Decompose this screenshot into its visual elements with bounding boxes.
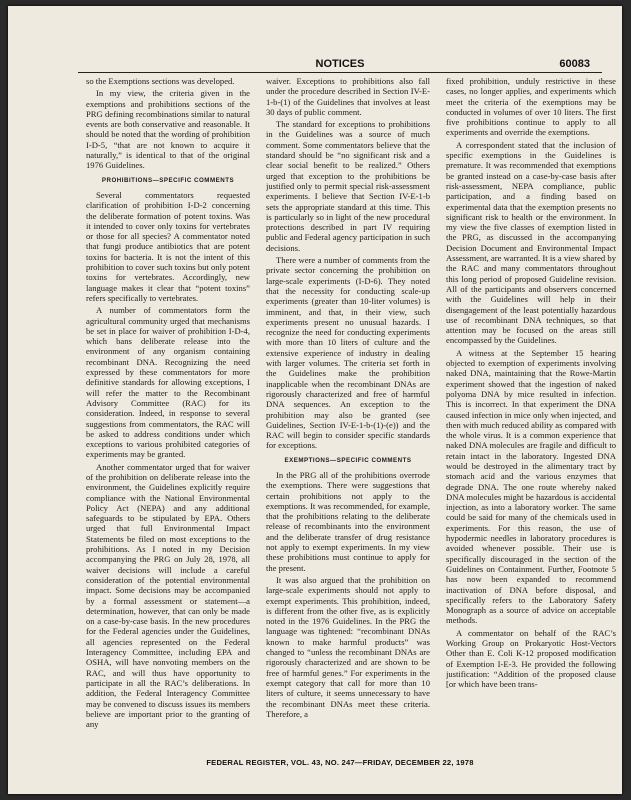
text-column-3 [446, 76, 616, 756]
paragraph: A witness at the September 15 hearing objected to exemption of experiments involving naked DNA, maintaining that the Rowe-Martin experiment showed that the ingestion of naked polyoma DNA by mice resulted in infection. This is incorrect. In that experiment the DNA caused infection in mice only when injected, and then with much reduced ability as compared with the whole virus. It is a common experience that naked DNA molecules are fragile and difficult to retain intact in the laboratory. Ingested DNA would be destroyed in the alimentary tract by stomach acid and the various enzymes that degrade DNA. The one route whereby naked DNA molecules might be hazardous is accidental injection, as into a laboratory worker. The same could be said for many of the chemicals used in experiments. For this reason, the use of hypodermic needles in laboratory procedures is avoided whenever possible. Their use is specifically discouraged in the section of the Guidelines on Containment. Further, Footnote 5 has now been expanded to recommend inactivation of DNA before disposal, and specifically refers to the Laboratory Safety Monograph as a source of advice on acceptable methods. [446, 347, 616, 626]
paragraph: waiver. Exceptions to prohibitions also fall under the procedure described in Section IV-E-1-b-(1) of the Guidelines that involves at least 30 days of public comment. [266, 76, 430, 117]
paragraph: In the PRG all of the prohibitions overrode the exemptions. There were suggestions that certain prohibitions not apply to the exemptions. It was recommended, for example, that the prohibitions relating to the deliberate release of recombinants into the environment and the deliberate transfer of drug resistance not apply to exempt experiments. In my view these prohibitions must continue to apply for the present. [266, 469, 430, 573]
section-heading: EXEMPTIONS—SPECIFIC COMMENTS [284, 456, 412, 464]
text-column-1 [86, 76, 250, 756]
page-footer: FEDERAL REGISTER, VOL. 43, NO. 247—FRIDAY, DECEMBER 22, 1978 [206, 758, 474, 767]
header-rule [78, 72, 602, 73]
paragraph: fixed prohibition, unduly restrictive in these cases, no longer applies, and experiments which meet the criteria of the exemptions may be conducted in volumes of over 10 liters. The first five prohibitions continue to apply to all experiments and override the exemptions. [446, 76, 616, 138]
paragraph: It was also argued that the prohibition on large-scale experiments should not apply to exempt experiments. This prohibition, indeed, is different from the other five, as is explicitly noted in the 1976 Guidelines. In the PRG the language was tightened: “recombinant DNAs known to make harmful products” was changed to “unless the recombinant DNAs are rigorously characterized and are shown to be free of harmful genes.” For experiments in the exempt category that call for more than 10 liters of culture, it seems unnecessary to have the recombinant DNAs meet these criteria. Therefore, a [266, 574, 430, 719]
paragraph: There were a number of comments from the private sector concerning the prohibition on large-scale experiments (I-D-6). They noted that the necessity for conducting scale-up experiments (greater than 10-liter volumes) is imminent, and that, in their view, such experiments present no unusual hazards. I recognize the need for conducting experiments with more than 10 liters of culture and the extensive experience of industry in dealing with larger volumes. The criteria set forth in the Guidelines make the prohibition inapplicable when the recombinant DNAs are rigorously characterized and free of harmful DNA sequences. An exception to the prohibition may also be granted (see Guidelines, Section IV-E-1-b-(1)-(e)) and the RAC will begin to consider specific standards for exceptions. [266, 255, 430, 451]
document-page [8, 6, 622, 794]
page-number: 60083 [559, 58, 590, 70]
paragraph: so the Exemptions sections was developed. [86, 76, 235, 86]
paragraph: In my view, the criteria given in the exemptions and prohibitions sections of the PRG defining recombinations similar to natural events are both conservative and reasonable. It should be noted that the wording of prohibition I-D-5, “that are not known to acquire it naturally,” is identical to that of the original 1976 Guidelines. [86, 88, 250, 171]
paragraph: A commentator on behalf of the RAC’s Working Group on Prokaryotic Host-Vectors Other than E. Coli K-12 proposed modification of Exemption I-E-3. He provided the following justification: “Addition of the proposed clause [or which have been trans- [446, 627, 616, 690]
paragraph: Another commentator urged that for waiver of the prohibition on deliberate release into the environment, the Guidelines explicitly require compliance with the National Environmental Policy Act (NEPA) and any additional safeguards to be stipulated by EPA. Others urged that full Environmental Impact Statements be filed on most exceptions to the prohibitions. As I noted in my Decision accompanying the PRG on July 28, 1978, all waiver decisions will include a careful consideration of the potential environmental impact. Some decisions may be accompanied by a formal assessment or statement—a determination, however, that can only be made on a case-by-case basis. In the new procedures for the Federal agencies under the Guidelines, all agencies represented on the Federal Interagency Committee, including EPA and OSHA, will have nonvoting members on the RAC, and will thus have opportunity to participate in all the RAC’s deliberations. In addition, the Federal Interagency Committee may be convened to discuss issues its members believe are important prior to the granting of any [86, 461, 250, 730]
paragraph: A correspondent stated that the inclusion of specific exemptions in the Guidelines is premature. It was recommended that exemptions be granted instead on a case-by-case basis after risk-assessment, NEPA compliance, public participation, and a finding based on experimental data that the exemption presents no significant risk to health or the environment. In my view the five classes of exemption listed in the PRG, as discussed in the accompanying Decision Document and Environmental Impact Assessment, are warranted. It is a view shared by the RAC and many commentators throughout this long period of proposed Guideline revision. All of the participants and observers concerned with the Guidelines will help in their disengagement of the least potentially hazardous use of recombinant DNA techniques, so that attention may be focused on the areas still encompassed by the Guidelines. [446, 139, 616, 346]
text-column-2 [266, 76, 430, 756]
paragraph: Several commentators requested clarification of prohibition I-D-2 concerning the deliberate formation of potent toxins. Was it intended to cover only toxins for vertebrates or those for all species? A commentator noted that fungi produce antibiotics that are potent toxins for bacteria. It is not the intent of this prohibition to cover such toxins but only potent toxins for vertebrates. Accordingly, new language makes it clear that “potent toxins” refers specifically to vertebrates. [86, 189, 250, 303]
section-heading: PROHIBITIONS—SPECIFIC COMMENTS [101, 176, 235, 184]
section-title: NOTICES [315, 58, 365, 70]
paragraph: The standard for exceptions to prohibitions in the Guidelines was a source of much comment. Some commentators believe that the standard should be “no significant risk and a clear social benefit to be realized.” Others urged that exception to the prohibitions be justified only to permit special risk-assessment experiments. I believe that Section IV-E-1-b sets the appropriate standard at this time. This is particularly so in light of the new procedural protections described in part IV requiring public and Federal agency participation in such decisions. [266, 119, 430, 253]
paragraph: A number of commentators form the agricultural community urged that mechanisms be set in place for waiver of prohibition I-D-4, which bans deliberate release into the environment of any organism containing recombinant DNA. Recognizing the need expressed by these commentators for more definitive standards for allowing exceptions, I will refer the matter to the Recombinant Advisory Committee (RAC) for its consideration. Indeed, in response to several suggestions from commentators, the RAC will be asked to address conditions under which exceptions to various prohibited categories of experiments may be granted. [86, 305, 250, 460]
